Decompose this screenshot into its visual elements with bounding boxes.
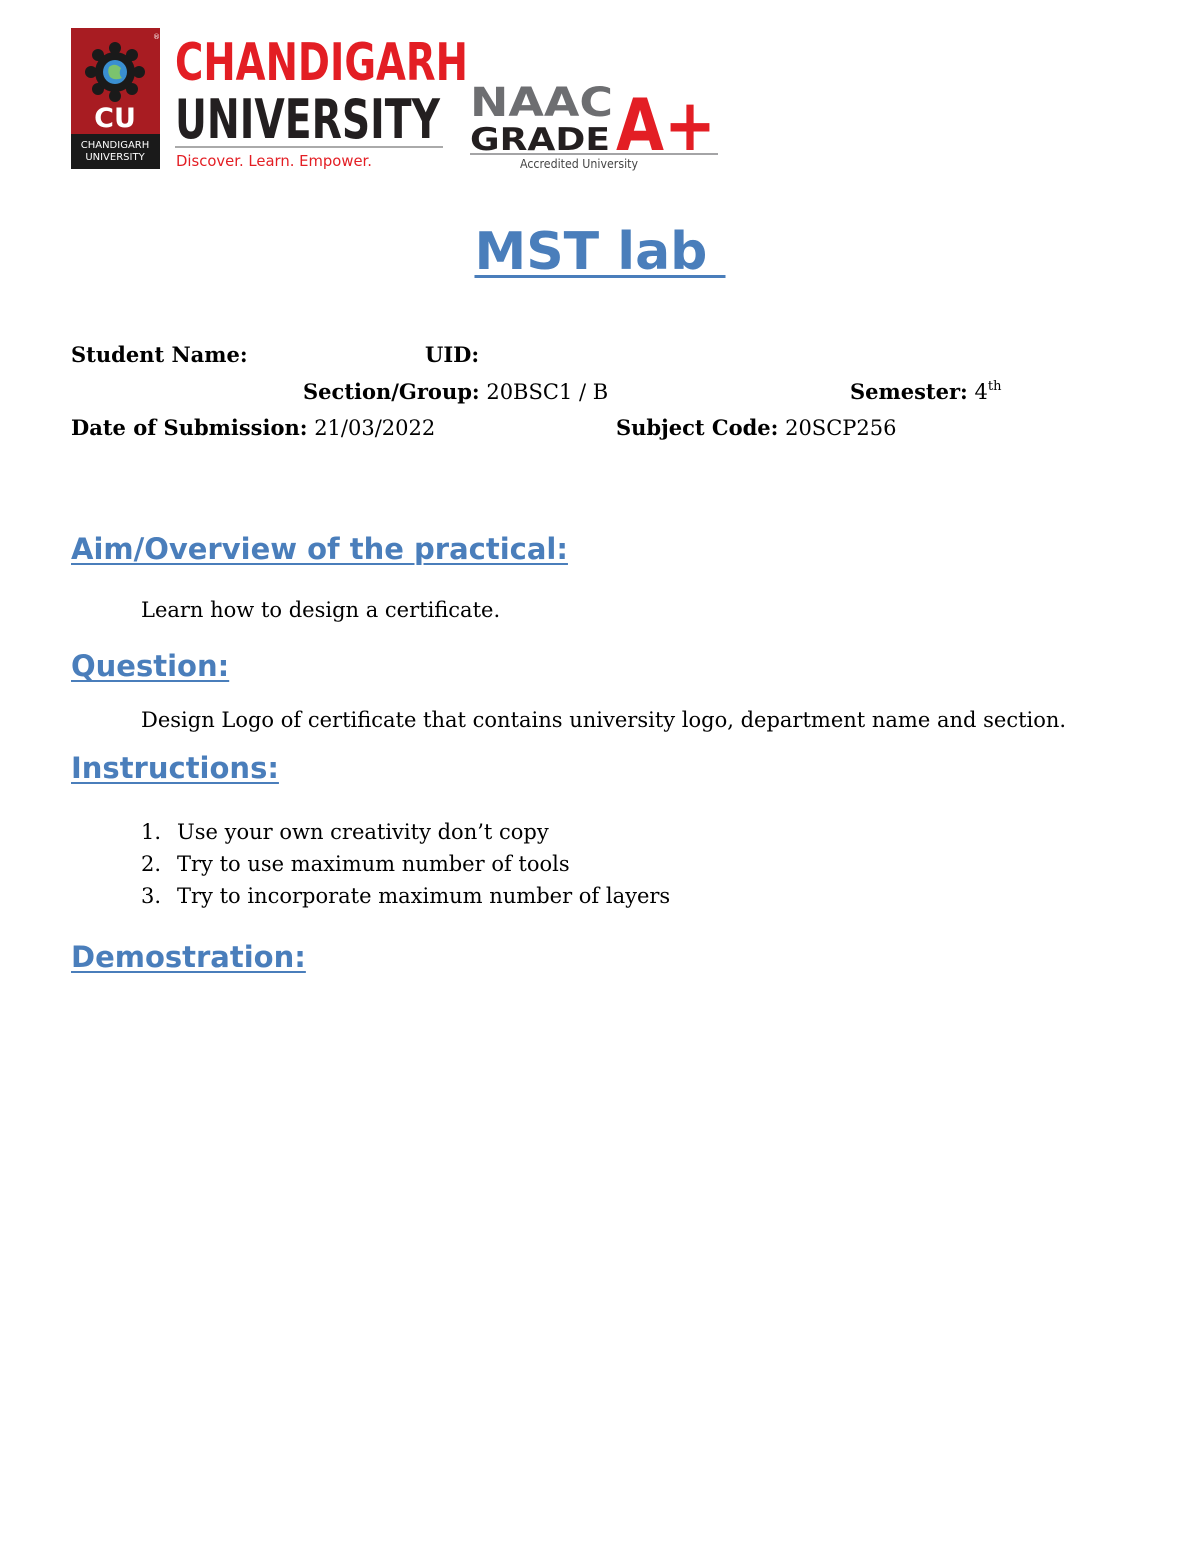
emblem-caption-line1: CHANDIGARH	[80, 140, 150, 151]
naac-line1: NAAC	[470, 80, 613, 126]
subject-code-label: Subject Code:	[616, 415, 779, 440]
naac-grade: A+	[616, 83, 716, 167]
uid-line	[425, 343, 479, 367]
student-name-label: Student Name:	[71, 342, 248, 367]
semester-value: 4	[967, 380, 988, 404]
subject-code-line	[616, 416, 896, 440]
semester-label: Semester:	[850, 379, 968, 404]
list-item-number: 1.	[141, 820, 162, 844]
list-item-number: 3.	[141, 884, 162, 908]
tagline: Discover. Learn. Empower.	[176, 152, 372, 170]
cu-gear-emblem-icon	[71, 28, 160, 169]
instructions-heading: Instructions:	[71, 751, 279, 785]
semester-suffix: th	[987, 379, 1002, 394]
question-text: Design Logo of certificate that contains university logo, department name and section.	[141, 708, 1067, 732]
naac-caption: Accredited University	[520, 157, 638, 171]
naac-grade-badge	[468, 78, 728, 178]
section-value: 20BSC1 / B	[479, 380, 609, 404]
demonstration-heading: Demostration:	[71, 940, 306, 974]
cu-emblem-logo	[71, 28, 160, 169]
date-line	[71, 416, 435, 440]
list-item-number: 2.	[141, 852, 162, 876]
student-name-line	[71, 343, 248, 367]
list-item	[141, 880, 670, 912]
wordmark-line1: CHANDIGARH	[175, 33, 468, 93]
semester-line	[850, 380, 1001, 404]
section-line	[303, 380, 608, 404]
wordmark-line2: UNIVERSITY	[175, 88, 441, 151]
university-wordmark-logo	[175, 28, 475, 173]
aim-text: Learn how to design a certificate.	[141, 598, 501, 622]
list-item	[141, 848, 670, 880]
subject-code-value: 20SCP256	[778, 416, 897, 440]
page-title: MST lab	[474, 222, 726, 282]
date-label: Date of Submission:	[71, 415, 308, 440]
list-item	[141, 816, 670, 848]
instructions-list	[141, 816, 670, 912]
emblem-caption-line2: UNIVERSITY	[85, 152, 145, 163]
emblem-cu-text: CU	[94, 103, 136, 134]
date-value: 21/03/2022	[307, 416, 436, 440]
section-label: Section/Group:	[303, 379, 480, 404]
aim-heading: Aim/Overview of the practical:	[71, 532, 568, 566]
svg-text:®: ®	[153, 33, 160, 41]
question-heading: Question:	[71, 649, 230, 683]
uid-label: UID:	[425, 342, 480, 367]
list-item-text: Use your own creativity don’t copy	[177, 820, 549, 844]
list-item-text: Try to incorporate maximum number of layers	[177, 884, 671, 908]
naac-line2: GRADE	[470, 122, 610, 158]
list-item-text: Try to use maximum number of tools	[177, 852, 570, 876]
